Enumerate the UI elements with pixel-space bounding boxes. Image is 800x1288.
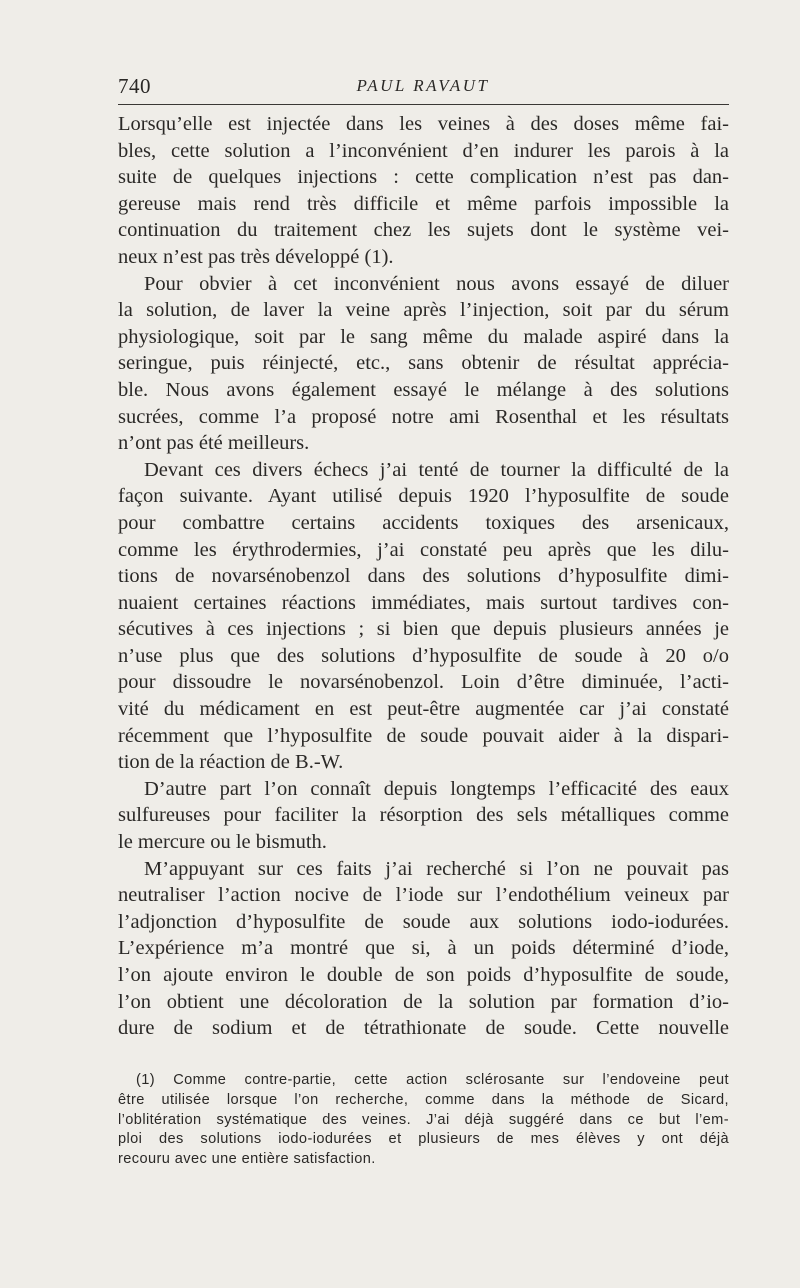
body-line: L’expérience m’a montré que si, à un poids déterminé d’iode, <box>118 937 729 960</box>
body-line: l’on ajoute environ le double de son poids d’hyposulfite de soude, <box>118 964 729 986</box>
footnote-line: (1) Comme contre-partie, cette action sclérosante sur l’endoveine peut <box>136 1072 729 1088</box>
running-head: PAUL RAVAUT <box>356 76 490 95</box>
body-text <box>118 111 729 1042</box>
body-line: physiologique, soit par le sang même du malade aspiré dans la <box>118 325 729 348</box>
body-line: sécutives à ces injections ; si bien que depuis plusieurs années je <box>118 618 729 641</box>
body-line: vité du médicament en est peut-être augmentée car j’ai constaté <box>118 698 729 721</box>
body-line: dure de sodium et de tétrathionate de soude. Cette nouvelle <box>118 1017 729 1040</box>
body-line: pour combattre certains accidents toxiques des arsenicaux, <box>118 511 729 534</box>
body-line: l’adjonction d’hyposulfite de soude aux solutions iodo-iodurées. <box>118 910 729 933</box>
body-line: tions de novarsénobenzol dans des solutions d’hyposulfite dimi- <box>118 565 729 588</box>
body-line: continuation du traitement chez les sujets dont le système vei- <box>118 219 729 242</box>
body-line: la solution, de laver la veine après l’injection, soit par du sérum <box>118 299 729 322</box>
body-line: D’autre part l’on connaît depuis longtemps l’efficacité des eaux <box>144 777 729 800</box>
page-header <box>118 72 728 102</box>
body-line: le mercure ou le bismuth. <box>118 831 327 854</box>
body-line: n’use plus que des solutions d’hyposulfite de soude à 20 o/o <box>118 644 729 667</box>
body-line: façon suivante. Ayant utilisé depuis 1920 l’hyposulfite de soude <box>118 485 729 508</box>
footnote-line: être utilisée lorsque l’on recherche, comme dans la méthode de Sicard, <box>118 1091 729 1108</box>
body-line: sulfureuses pour faciliter la résorption des sels métalliques comme <box>118 804 729 827</box>
header-rule <box>118 104 729 105</box>
body-line: neutraliser l’action nocive de l’iode sur l’endothélium veineux par <box>118 884 729 907</box>
page-number: 740 <box>118 74 151 98</box>
body-line: neux n’est pas très développé (1). <box>118 245 394 268</box>
body-line: nuaient certaines réactions immédiates, mais surtout tardives con- <box>118 591 729 614</box>
body-line: comme les érythrodermies, j’ai constaté peu après que les dilu- <box>118 538 729 561</box>
body-line: Devant ces divers échecs j’ai tenté de tourner la difficulté de la <box>144 458 729 481</box>
body-line: ble. Nous avons également essayé le mélange à des solutions <box>118 378 729 401</box>
body-line: M’appuyant sur ces faits j’ai recherché si l’on ne pouvait pas <box>144 857 729 880</box>
body-line: n’ont pas été meilleurs. <box>118 432 310 455</box>
body-line: gereuse mais rend très difficile et même parfois impossible la <box>118 192 729 215</box>
footnote-line: recouru avec une entière satisfaction. <box>118 1151 376 1168</box>
body-line: tion de la réaction de B.-W. <box>118 751 344 774</box>
body-line: Pour obvier à cet inconvénient nous avons essayé de diluer <box>144 272 729 295</box>
body-line: suite de quelques injections : cette complication n’est pas dan- <box>118 166 729 189</box>
body-line: pour dissoudre le novarsénobenzol. Loin d’être diminuée, l’acti- <box>118 671 729 694</box>
footnotes <box>118 1071 729 1170</box>
body-line: l’on obtient une décoloration de la solution par formation d’io- <box>118 990 729 1013</box>
body-line: récemment que l’hyposulfite de soude pouvait aider à la dispari- <box>118 724 729 747</box>
body-line: seringue, puis réinjecté, etc., sans obtenir de résultat apprécia- <box>118 352 729 375</box>
footnote-line: l’oblitération systématique des veines. J’ai déjà suggéré dans ce but l’em- <box>118 1111 729 1128</box>
body-line: sucrées, comme l’a proposé notre ami Rosenthal et les résultats <box>118 405 729 428</box>
body-line: Lorsqu’elle est injectée dans les veines à des doses même fai- <box>118 113 729 135</box>
body-line: bles, cette solution a l’inconvénient d’en indurer les parois à la <box>118 139 729 162</box>
footnote-line: ploi des solutions iodo-iodurées et plusieurs de mes élèves y ont déjà <box>118 1131 729 1148</box>
